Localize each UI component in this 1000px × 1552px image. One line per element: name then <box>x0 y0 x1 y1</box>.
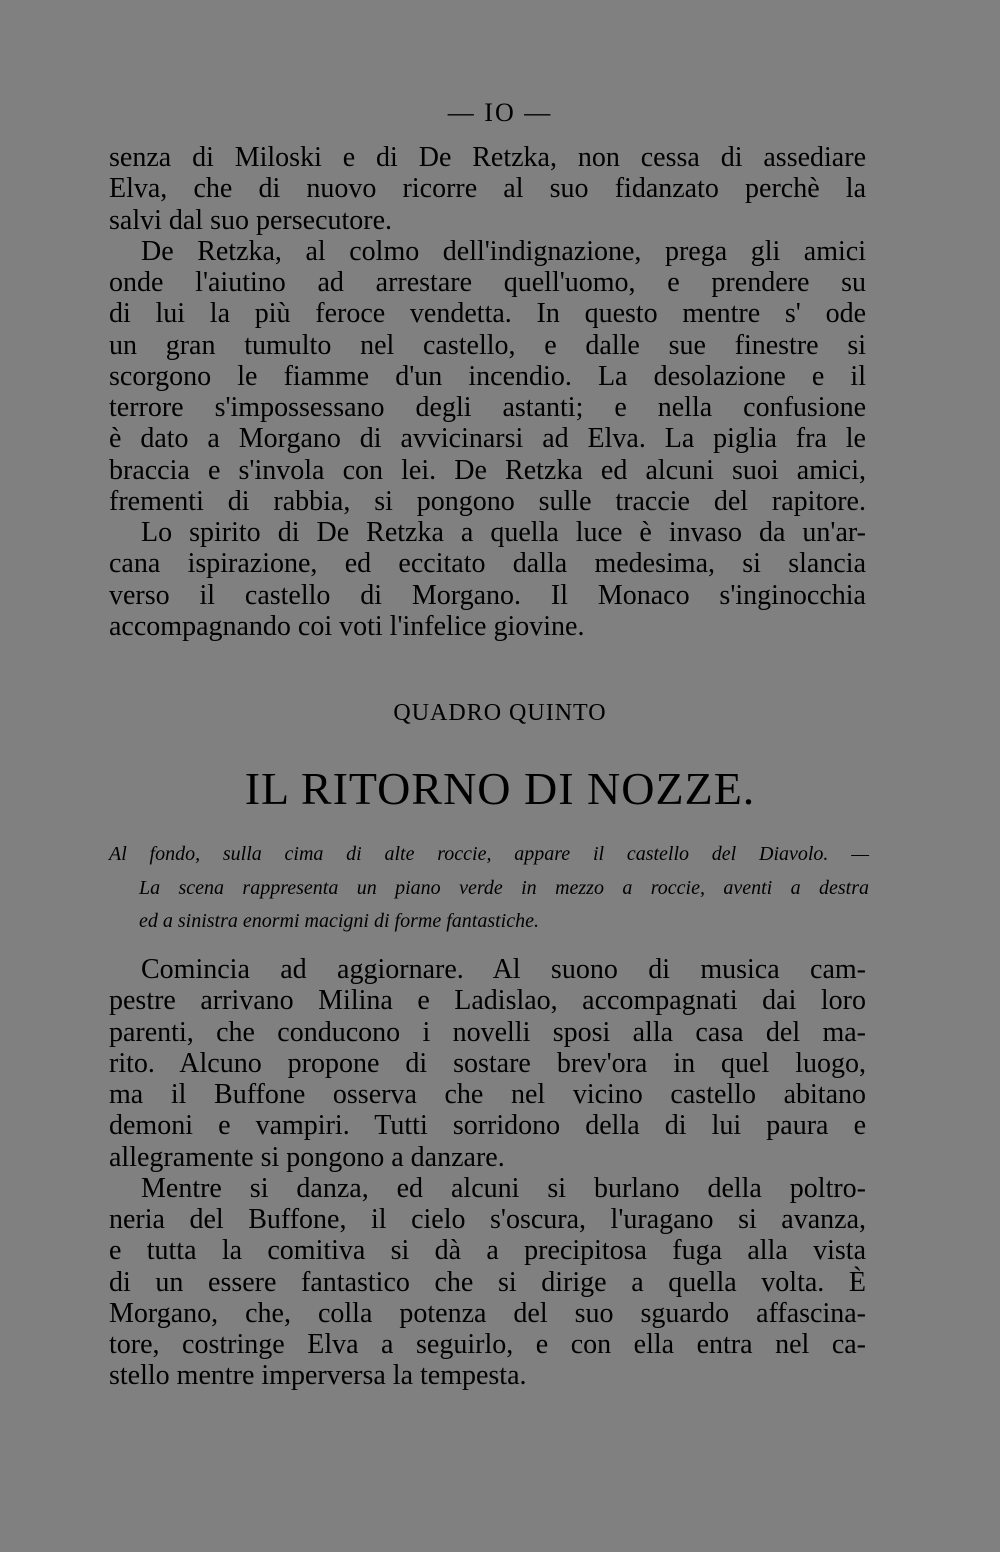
text-line: un gran tumulto nel castello, e dalle sue finestre si <box>109 329 866 361</box>
section-title: IL RITORNO DI NOZZE. <box>244 763 756 814</box>
text-line: tore, costringe Elva a seguirlo, e con ella entra nel ca- <box>109 1329 866 1360</box>
text-line: verso il castello di Morgano. Il Monaco s'inginocchia <box>109 579 866 611</box>
text-line: stello mentre imperversa la tempesta. <box>109 1360 527 1392</box>
text-line: allegramente si pongono a danzare. <box>109 1141 505 1173</box>
text-line: frementi di rabbia, si pongono sulle traccie del rapitore. <box>109 485 866 517</box>
text-line: braccia e s'invola con lei. De Retzka ed alcuni suoi amici, <box>109 454 866 486</box>
body-text-top <box>109 142 866 642</box>
text-line: salvi dal suo persecutore. <box>109 204 393 236</box>
text-line: è dato a Morgano di avvicinarsi ad Elva. La piglia fra le <box>109 423 866 455</box>
text-line: di lui la più feroce vendetta. In questo mentre s' ode <box>109 298 866 330</box>
text-line: ma il Buffone osserva che nel vicino castello abitano <box>109 1079 866 1110</box>
text-line: Comincia ad aggiornare. Al suono di musica cam- <box>141 954 866 985</box>
text-line: e tutta la comitiva si dà a precipitosa fuga alla vista <box>109 1235 866 1267</box>
body-text-bottom <box>109 954 866 1392</box>
text-line: parenti, che conducono i novelli sposi alla casa del ma- <box>109 1016 866 1048</box>
text-line: cana ispirazione, ed eccitato dalla medesima, si slancia <box>109 548 866 580</box>
text-line: accompagnando coi voti l'infelice giovine. <box>109 610 585 642</box>
text-line: senza di Miloski e di De Retzka, non cessa di assediare <box>109 142 866 173</box>
stage-line: La scena rappresenta un piano verde in mezzo a roccie, aventi a destra <box>139 876 869 899</box>
text-line: neria del Buffone, il cielo s'oscura, l'uragano si avanza, <box>109 1204 866 1235</box>
text-line: scorgono le fiamme d'un incendio. La desolazione e il <box>109 360 866 392</box>
stage-direction <box>109 838 869 939</box>
text-line: Lo spirito di De Retzka a quella luce è invaso da un'ar- <box>141 517 866 548</box>
stage-line: Al fondo, sulla cima di alte roccie, appare il castello del Diavolo. — <box>109 843 869 865</box>
text-line: onde l'aiutino ad arrestare quell'uomo, e prendere su <box>109 267 866 298</box>
text-line: De Retzka, al colmo dell'indignazione, prega gli amici <box>141 235 866 267</box>
text-line: demoni e vampiri. Tutti sorridono della di lui paura e <box>109 1110 866 1142</box>
stage-line: ed a sinistra enormi macigni di forme fantastiche. <box>139 910 539 932</box>
text-line: Elva, che di nuovo ricorre al suo fidanzato perchè la <box>109 173 866 205</box>
text-line: di un essere fantastico che si dirige a quella volta. È <box>109 1266 866 1298</box>
text-line: Mentre si danza, ed alcuni si burlano della poltro- <box>141 1172 866 1204</box>
text-line: Morgano, che, colla potenza del suo sguardo affascina- <box>109 1297 866 1329</box>
text-line: terrore s'impossessano degli astanti; e nella confusione <box>109 392 866 423</box>
text-line: pestre arrivano Milina e Ladislao, accompagnati dai loro <box>109 985 866 1017</box>
page-number: — IO — <box>447 98 553 127</box>
section-label: QUADRO QUINTO <box>393 700 607 726</box>
text-line: rito. Alcuno propone di sostare brev'ora in quel luogo, <box>109 1047 866 1079</box>
